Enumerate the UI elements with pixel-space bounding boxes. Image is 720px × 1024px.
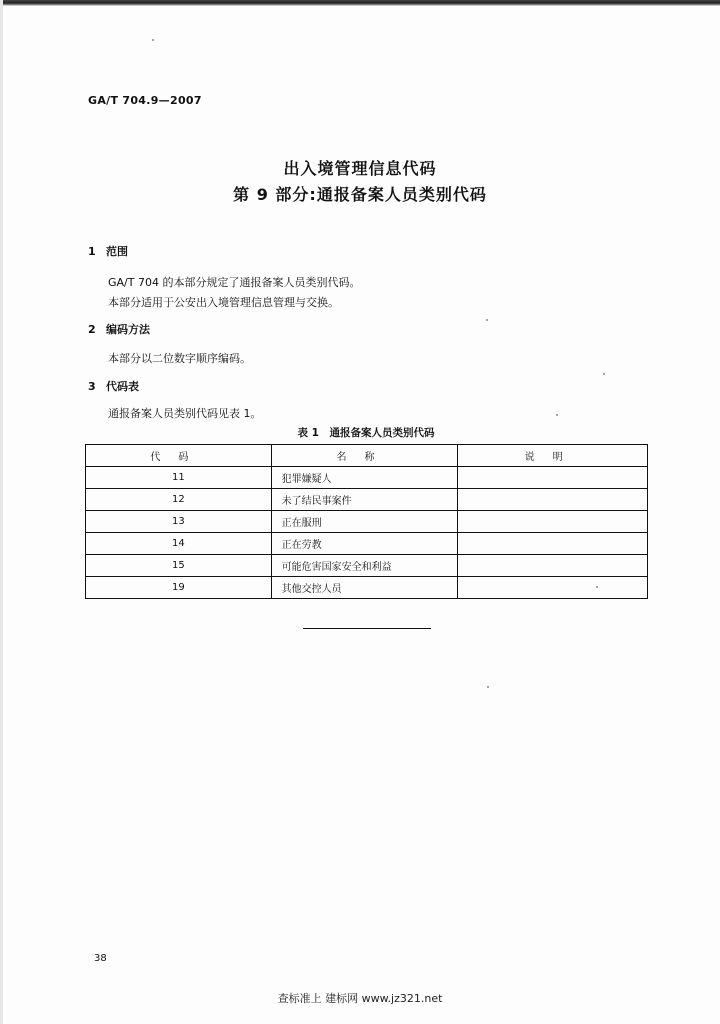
section-title: 代码表 — [106, 380, 139, 393]
note-cell — [458, 511, 648, 533]
note-cell — [458, 555, 648, 577]
standard-code: GA/T 704.9—2007 — [88, 94, 202, 107]
table-caption: 表 1 通报备案人员类别代码 — [297, 427, 435, 439]
column-header-note: 说明 — [458, 445, 648, 467]
column-header-code: 代码 — [86, 445, 272, 467]
note-cell — [458, 467, 648, 489]
section-number: 3 — [88, 380, 96, 393]
note-cell — [458, 489, 648, 511]
table-row — [86, 533, 648, 555]
section-title: 编码方法 — [106, 323, 150, 336]
note-cell — [458, 533, 648, 555]
section-number: 2 — [88, 323, 96, 336]
scan-speck — [556, 414, 558, 416]
coding-method-paragraph: 本部分以二位数字顺序编码。 — [108, 352, 251, 365]
table-row — [86, 555, 648, 577]
section-heading-code-table — [88, 378, 139, 394]
section-heading-coding-method — [88, 321, 150, 337]
page-number: 38 — [94, 953, 107, 964]
scan-left-edge — [0, 0, 3, 1024]
name-cell: 未了结民事案件 — [271, 489, 458, 511]
name-cell: 正在服刑 — [271, 511, 458, 533]
scan-speck — [603, 373, 605, 375]
code-cell: 13 — [86, 511, 272, 533]
table-row — [86, 577, 648, 599]
section-number: 1 — [88, 245, 96, 258]
name-cell: 犯罪嫌疑人 — [271, 467, 458, 489]
name-cell: 可能危害国家安全和利益 — [271, 555, 458, 577]
code-table-paragraph: 通报备案人员类别代码见表 1。 — [108, 407, 262, 420]
footer-watermark[interactable]: 查标准上 建标网 www.jz321.net — [277, 992, 443, 1005]
code-cell: 12 — [86, 489, 272, 511]
scope-paragraph: 本部分适用于公安出入境管理信息管理与交换。 — [108, 296, 339, 309]
section-heading-scope — [88, 243, 128, 259]
column-header-name: 名称 — [271, 445, 458, 467]
code-cell: 11 — [86, 467, 272, 489]
code-cell: 19 — [86, 577, 272, 599]
scan-speck — [486, 319, 488, 321]
scan-speck — [487, 686, 489, 688]
table-header-row — [86, 445, 648, 467]
note-cell — [458, 577, 648, 599]
scan-speck — [152, 39, 154, 41]
end-of-document-rule — [303, 628, 431, 629]
code-cell: 15 — [86, 555, 272, 577]
section-title: 范围 — [106, 245, 128, 258]
name-cell: 其他交控人员 — [271, 577, 458, 599]
table-row — [86, 489, 648, 511]
scan-top-edge — [0, 0, 720, 6]
code-table — [85, 444, 648, 599]
table-row — [86, 467, 648, 489]
table-row — [86, 511, 648, 533]
name-cell: 正在劳教 — [271, 533, 458, 555]
code-cell: 14 — [86, 533, 272, 555]
document-subtitle: 第 9 部分:通报备案人员类别代码 — [233, 185, 487, 204]
document-title: 出入境管理信息代码 — [283, 159, 437, 178]
scope-paragraph: GA/T 704 的本部分规定了通报备案人员类别代码。 — [108, 276, 361, 289]
